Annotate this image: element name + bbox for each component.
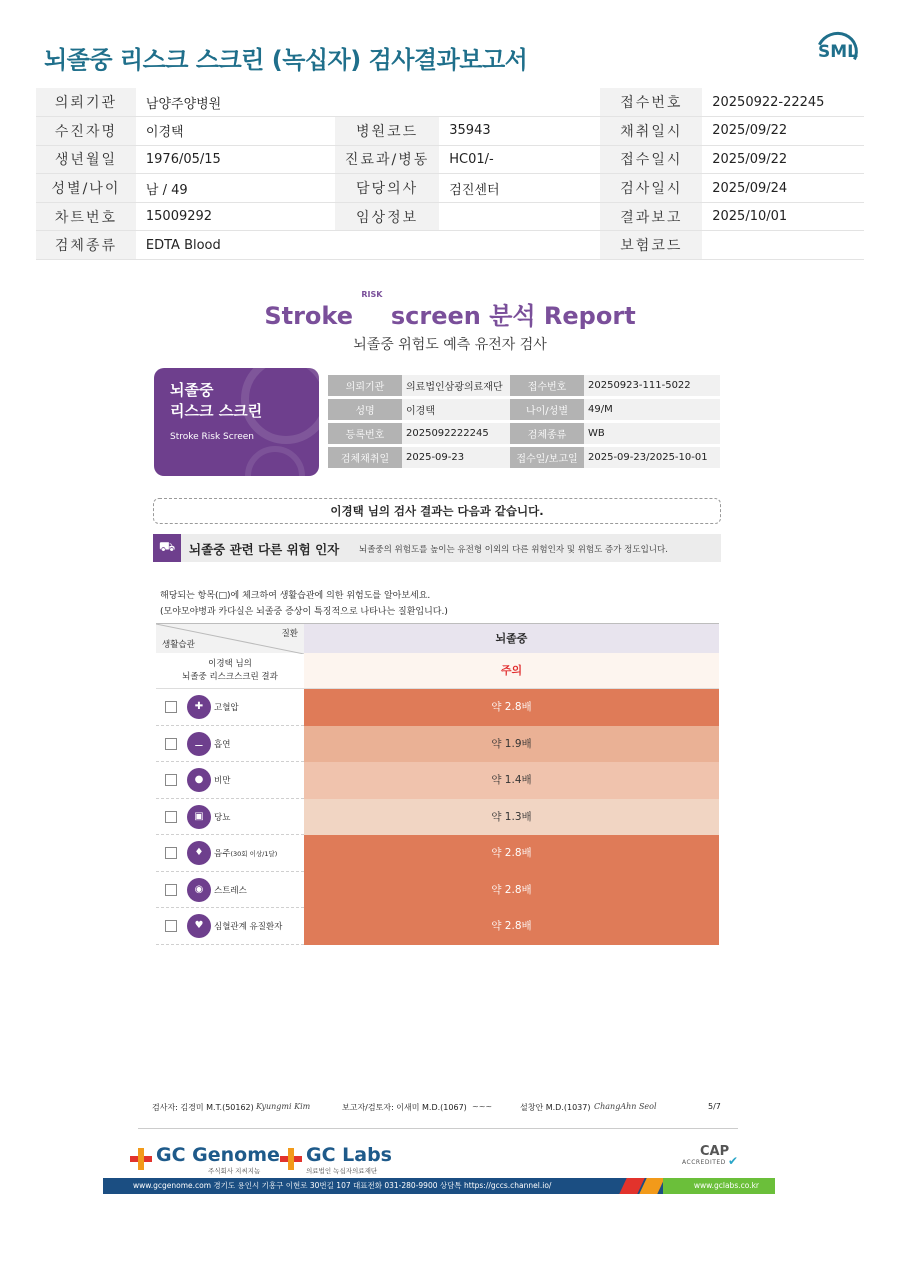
info-label — [335, 231, 439, 260]
info-value — [439, 231, 600, 260]
risk-factor-cell — [156, 872, 304, 909]
obesity-icon: ● — [187, 768, 211, 792]
factor-risk-value: 약 2.8배 — [304, 835, 719, 872]
risk-factor-row — [156, 762, 719, 799]
risk-factor-cell — [156, 908, 304, 945]
summary-value: 2025-09-23 — [402, 447, 510, 468]
info-label: 검체종류 — [36, 231, 136, 260]
info-label: 수진자명 — [36, 117, 136, 146]
info-label: 채취일시 — [600, 117, 702, 146]
summary-value: WB — [584, 423, 720, 444]
info-label — [335, 88, 439, 117]
sml-logo — [812, 30, 862, 74]
tester-signature: Kyungmi Kim — [256, 1102, 311, 1111]
summary-value: 20250923-111-5022 — [584, 375, 720, 396]
info-value — [439, 202, 600, 231]
tester: 검사자: 김경미 M.T.(50162) — [152, 1103, 254, 1112]
info-label: 생년월일 — [36, 145, 136, 174]
risk-factor-row — [156, 835, 719, 872]
summary-value: 이경택 — [402, 399, 510, 420]
summary-value: 49/M — [584, 399, 720, 420]
summary-label: 등록번호 — [328, 423, 402, 444]
info-label: 접수일시 — [600, 145, 702, 174]
risk-factor-cell — [156, 835, 304, 872]
stress-head-icon: ◉ — [187, 878, 211, 902]
risk-factor-row — [156, 689, 719, 726]
summary-row — [328, 399, 720, 420]
info-label: 검사일시 — [600, 174, 702, 203]
contact-info: www.gcgenome.com 경기도 용인시 기흥구 이현로 30번길 107 대표전화 031-280-9900 상담톡 https://gccs.channel.io/ — [133, 1181, 552, 1190]
page-number: 5/7 — [708, 1102, 721, 1111]
gc-genome-name: GC Genome — [156, 1144, 280, 1166]
cap-sub: ACCREDITED — [682, 1159, 726, 1166]
risk-factor-cell — [156, 726, 304, 763]
factor-checkbox[interactable] — [165, 884, 177, 896]
info-value: 남양주양병원 — [136, 88, 335, 117]
result-label — [156, 653, 304, 689]
summary-row — [328, 447, 720, 468]
gc-genome-sub: 주식회사 지씨지놈 — [208, 1167, 261, 1175]
section-description: 뇌졸중의 위험도를 높이는 유전형 이외의 다른 위험인자 및 위험도 증가 정도입니다. — [359, 545, 668, 555]
factor-name-text: 비만 — [214, 776, 231, 786]
blood-pressure-icon: ✚ — [187, 695, 211, 719]
risk-factor-cell — [156, 689, 304, 726]
stroke-risk-screen-badge — [154, 368, 319, 476]
factor-name — [214, 811, 230, 823]
summary-label: 성명 — [328, 399, 402, 420]
factor-name — [214, 920, 282, 932]
stroke-screen-title — [0, 290, 900, 331]
info-value — [439, 88, 600, 117]
gclabs-website-link[interactable]: www.gclabs.co.kr — [693, 1181, 759, 1190]
cap-accredited-logo — [680, 1144, 744, 1174]
contact-bar — [103, 1178, 775, 1194]
factor-name-text: 고혈압 — [214, 703, 239, 713]
corner-header — [156, 623, 304, 653]
info-value: 2025/09/24 — [702, 174, 864, 203]
summary-value: 2025-09-23/2025-10-01 — [584, 447, 720, 468]
info-row — [36, 88, 864, 117]
summary-value: 2025092222245 — [402, 423, 510, 444]
factor-risk-value: 약 2.8배 — [304, 689, 719, 726]
risk-factor-cell — [156, 762, 304, 799]
factor-name-text: 심혈관계 유질환자 — [214, 922, 283, 932]
footer-divider — [138, 1128, 738, 1129]
gc-labs-name: GC Labs — [306, 1144, 392, 1166]
info-value: 2025/10/01 — [702, 202, 864, 231]
factor-risk-value: 약 2.8배 — [304, 872, 719, 909]
brand-risk: RISK — [361, 290, 383, 299]
factor-name — [214, 884, 247, 896]
gc-cross-icon — [280, 1148, 302, 1170]
factor-name-text: 당뇨 — [214, 812, 231, 823]
info-value: 남 / 49 — [136, 174, 335, 203]
factor-checkbox[interactable] — [165, 847, 177, 859]
info-label: 담당의사 — [335, 174, 439, 203]
badge-line-1: 뇌졸중 — [170, 381, 214, 399]
risk-factor-row — [156, 908, 719, 945]
sml-logo-text: SML — [818, 42, 858, 62]
factor-checkbox[interactable] — [165, 701, 177, 713]
info-row — [36, 117, 864, 146]
info-label: 보험코드 — [600, 231, 702, 260]
info-row — [36, 202, 864, 231]
reporter: 보고자/검토자: 이새미 M.D.(1067) — [342, 1103, 467, 1112]
info-row — [36, 174, 864, 203]
info-value — [702, 231, 864, 260]
factor-name-note: (30회 이상/1달) — [230, 850, 278, 858]
factor-checkbox[interactable] — [165, 811, 177, 823]
factor-checkbox[interactable] — [165, 738, 177, 750]
report-title: 뇌졸중 리스크 스크린 (녹십자) 검사결과보고서 — [44, 46, 528, 74]
disease-note: (모야모야병과 카다실은 뇌졸중 증상이 특징적으로 나타나는 질환입니다.) — [160, 607, 448, 617]
report-subtitle: 뇌졸중 위험도 예측 유전자 검사 — [353, 337, 547, 353]
result-value: 주의 — [304, 653, 719, 689]
factor-risk-value: 약 1.9배 — [304, 726, 719, 763]
risk-factor-row — [156, 872, 719, 909]
factor-risk-value: 약 1.3배 — [304, 799, 719, 836]
summary-row — [328, 423, 720, 444]
section-header — [153, 534, 721, 562]
info-value: EDTA Blood — [136, 231, 335, 260]
factor-checkbox[interactable] — [165, 920, 177, 932]
factor-checkbox[interactable] — [165, 774, 177, 786]
info-label: 결과보고 — [600, 202, 702, 231]
info-value: 35943 — [439, 117, 600, 146]
brand-screen: screen — [390, 302, 481, 330]
patient-info-table — [36, 88, 864, 260]
info-value: 이경택 — [136, 117, 335, 146]
info-label: 차트번호 — [36, 202, 136, 231]
reporter-signature: ~~~ — [472, 1102, 493, 1111]
factor-name-text: 음주 — [214, 849, 231, 859]
info-label: 성별/나이 — [36, 174, 136, 203]
screen-summary-table — [328, 372, 720, 471]
factor-name — [214, 847, 277, 859]
section-title: 뇌졸중 관련 다른 위험 인자 — [189, 542, 340, 557]
info-value: 15009292 — [136, 202, 335, 231]
cigarette-icon: ⚊ — [187, 732, 211, 756]
corner-habit-label: 생활습관 — [162, 640, 195, 650]
summary-label: 의뢰기관 — [328, 375, 402, 396]
instruction-note: 해당되는 항목(□)에 체크하여 생활습관에 의한 위험도를 알아보세요. — [160, 591, 431, 601]
info-row — [36, 231, 864, 260]
badge-english: Stroke Risk Screen — [170, 432, 254, 442]
summary-label: 나이/성별 — [510, 399, 584, 420]
summary-label: 접수번호 — [510, 375, 584, 396]
factor-risk-value: 약 1.4배 — [304, 762, 719, 799]
summary-label: 검체종류 — [510, 423, 584, 444]
reviewer: 설창안 M.D.(1037) — [520, 1103, 591, 1112]
summary-value: 의료법인삼광의료재단 — [402, 375, 510, 396]
info-value: 2025/09/22 — [702, 117, 864, 146]
risk-factor-cell — [156, 799, 304, 836]
factor-name — [214, 738, 230, 750]
risk-factor-row — [156, 726, 719, 763]
result-label-line-2: 뇌졸중 리스크스크린 결과 — [182, 672, 278, 682]
glucose-meter-icon: ▣ — [187, 805, 211, 829]
info-label: 의뢰기관 — [36, 88, 136, 117]
disease-header: 뇌졸중 — [304, 623, 719, 653]
summary-label: 접수일/보고일 — [510, 447, 584, 468]
gc-cross-icon — [130, 1148, 152, 1170]
alcohol-icon: ♦ — [187, 841, 211, 865]
info-label: 병원코드 — [335, 117, 439, 146]
brand-stroke: Stroke — [264, 302, 354, 330]
factor-name-text: 흡연 — [214, 739, 231, 750]
checkmark-icon: ✔ — [728, 1154, 739, 1168]
badge-line-2: 리스크 스크린 — [170, 402, 263, 420]
factor-risk-value: 약 2.8배 — [304, 908, 719, 945]
corner-disease-label: 질환 — [281, 629, 298, 639]
info-value: 검진센터 — [439, 174, 600, 203]
reviewer-signature: ChangAhn Seol — [594, 1102, 657, 1111]
summary-label: 검체채취일 — [328, 447, 402, 468]
cap-text: CAP — [700, 1144, 730, 1159]
info-label: 진료과/병동 — [335, 145, 439, 174]
info-value: 2025/09/22 — [702, 145, 864, 174]
gc-labs-sub: 의료법인 녹십자의료재단 — [306, 1167, 378, 1175]
info-value: HC01/- — [439, 145, 600, 174]
factor-name — [214, 701, 239, 713]
factor-name — [214, 774, 230, 786]
info-row — [36, 145, 864, 174]
info-label: 임상정보 — [335, 202, 439, 231]
risk-factor-row — [156, 799, 719, 836]
factor-name-text: 스트레스 — [214, 885, 247, 896]
summary-row — [328, 375, 720, 396]
result-banner: 이경택 님의 검사 결과는 다음과 같습니다. — [153, 498, 721, 524]
report-suffix: 분석 Report — [489, 302, 636, 330]
info-label: 접수번호 — [600, 88, 702, 117]
info-value: 20250922-22245 — [702, 88, 864, 117]
result-label-line-1: 이경택 님의 — [208, 659, 252, 669]
heart-pulse-icon: ♥ — [187, 914, 211, 938]
hospital-bed-icon: ⛟ — [153, 534, 181, 562]
info-value: 1976/05/15 — [136, 145, 335, 174]
